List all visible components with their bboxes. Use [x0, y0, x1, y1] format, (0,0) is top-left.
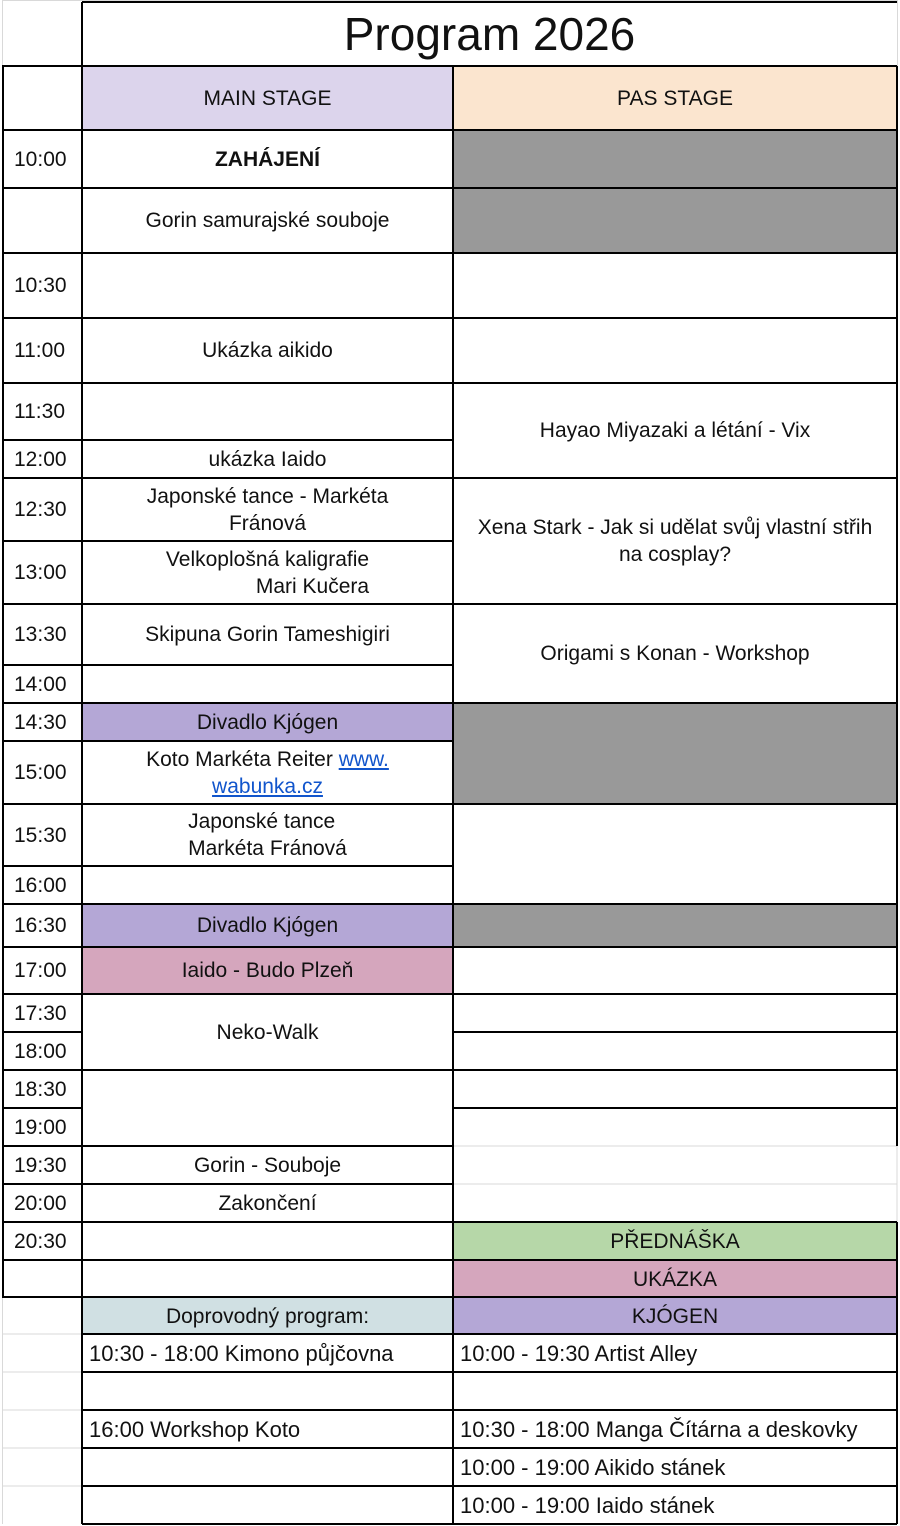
time-label: 18:00 — [14, 1039, 67, 1063]
pas-blocked-slot — [453, 130, 897, 253]
time-label: 19:30 — [14, 1153, 67, 1177]
time-label: 12:30 — [14, 498, 67, 521]
pas-blocked-slot — [453, 904, 897, 947]
time-label: 18:30 — [14, 1077, 67, 1101]
pas-event-miyazaki: Hayao Miyazaki a létání - Vix — [539, 419, 811, 442]
legend-prednaska: PŘEDNÁŠKA — [453, 1222, 897, 1260]
time-label: 14:30 — [14, 710, 67, 734]
main-event-zakonceni: Zakončení — [218, 1191, 317, 1215]
legend-ukazka: UKÁZKA — [453, 1260, 897, 1298]
extra-item-kimono: 10:30 - 18:00 Kimono půjčovna — [89, 1340, 394, 1366]
main-event-tance-2 — [82, 804, 453, 866]
pas-blocked-slot — [453, 703, 897, 804]
main-event-koto — [82, 741, 453, 804]
kaligrafie-line2: Mari Kučera — [255, 574, 370, 598]
time-label: 17:00 — [14, 959, 67, 982]
pas-event-xena: Xena Stark - Jak si udělat svůj vlastní střih na cosplay? — [477, 516, 873, 566]
main-event-tameshigiri: Skipuna Gorin Tameshigiri — [145, 623, 390, 646]
time-label: 20:00 — [14, 1191, 67, 1215]
time-label: 20:30 — [14, 1229, 67, 1253]
main-stage-header: MAIN STAGE — [82, 66, 453, 130]
pas-stage-header: PAS STAGE — [453, 66, 897, 130]
main-event-gorin-souboje: Gorin - Souboje — [193, 1153, 342, 1177]
main-event-kaligrafie — [82, 541, 453, 604]
time-label: 10:00 — [14, 147, 67, 171]
extra-item-koto-workshop: 16:00 Workshop Koto — [89, 1416, 301, 1442]
koto-link[interactable]: wabunka.cz — [212, 774, 323, 798]
time-label: 11:30 — [14, 400, 65, 423]
extra-item-aikido: 10:00 - 19:00 Aikido stánek — [460, 1454, 726, 1480]
main-event-gorin: Gorin samurajské souboje — [145, 209, 390, 232]
time-label: 17:30 — [14, 1001, 67, 1025]
main-event-neko-walk: Neko-Walk — [216, 1020, 319, 1044]
time-label: 13:00 — [14, 561, 67, 584]
time-label: 13:30 — [14, 623, 67, 646]
time-label: 15:00 — [14, 761, 67, 784]
time-label: 15:30 — [14, 823, 67, 847]
time-label: 10:30 — [14, 274, 67, 297]
time-label: 11:00 — [14, 339, 65, 362]
main-event-kjogen: Divadlo Kjógen — [82, 703, 453, 741]
time-label: 14:00 — [14, 672, 67, 696]
extra-item-manga: 10:30 - 18:00 Manga Čítárna a deskovky — [460, 1416, 858, 1442]
main-event-iaido-budo: Iaido - Budo Plzeň — [82, 947, 453, 994]
extra-item-artist-alley: 10:00 - 19:30 Artist Alley — [460, 1340, 698, 1366]
time-label: 16:00 — [14, 873, 67, 897]
time-label: 19:00 — [14, 1115, 67, 1139]
page-title: Program 2026 — [343, 7, 636, 60]
pas-event-origami: Origami s Konan - Workshop — [540, 642, 810, 665]
time-label: 16:30 — [14, 914, 67, 937]
tance2-line2: Markéta Fránová — [188, 837, 347, 860]
main-event-kjogen: Divadlo Kjógen — [82, 904, 453, 947]
extra-item-iaido: 10:00 - 19:00 Iaido stánek — [460, 1492, 715, 1518]
kaligrafie-line1: Velkoplošná kaligrafie — [165, 547, 370, 571]
doprovodny-header: Doprovodný program: — [82, 1298, 453, 1334]
main-event-zahajeni: ZAHÁJENÍ — [214, 147, 320, 171]
main-event-aikido: Ukázka aikido — [202, 339, 333, 362]
main-event-tance: Japonské tance - Markéta Fránová — [146, 484, 389, 535]
main-event-iaido: ukázka Iaido — [208, 447, 327, 471]
koto-text: Koto Markéta Reiter — [146, 747, 339, 771]
koto-link[interactable]: www. — [338, 747, 389, 771]
legend-kjogen: KJÓGEN — [453, 1298, 897, 1334]
tance2-line1: Japonské tance — [188, 810, 336, 833]
time-label: 12:00 — [14, 447, 67, 471]
